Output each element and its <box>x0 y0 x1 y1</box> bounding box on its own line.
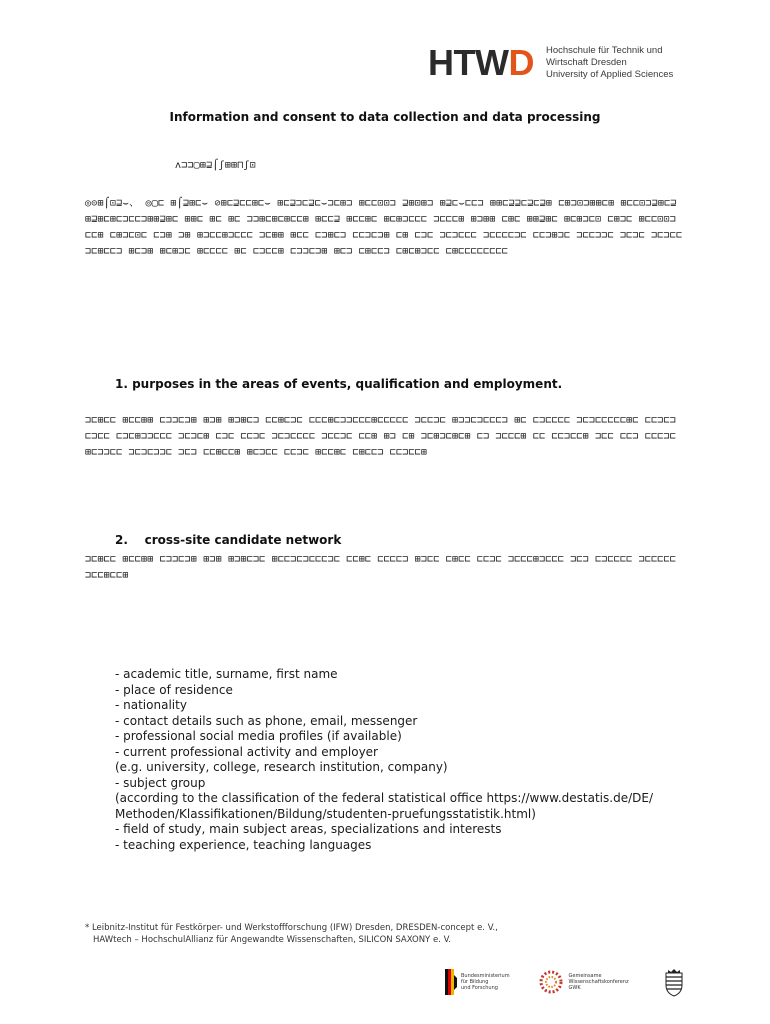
list-item: (according to the classification of the federal statistical office https://www.destatis.de/DE/ <box>115 791 653 805</box>
garbled-intro-paragraph: ◎⊝⊞⌠⊡⊒⌣、 ◎▢⊏ ⊞⌠⊒⊞⊏⌣ ⊘⊞⊏⊒⊏⊏⊞⊏⌣ ⊞⊏⊒⊐⊏⊒⊏⌣⊐⊏⊞⊐ ⊞⊏⊏⊡⊡⊐ ⊒⊞⊡⊞⊐ ⊞⊒⊏⌣⊏⊏⊐ ⊞⊞⊏⊒⊒⊏⊒⊏⊒⊞ ⊏⊞⊐⊡⊐⊞⊞⊏⊞ ⊞⊏⊏⊡⊐⊒⊞⊏⊒ ⊞⊒⊞⊏⊞⊏⊐⊏⊏⊐⊞⊞⊒⊞⊏ ⊞⊞⊏ ⊞⊏ ⊞⊏ ⊐⊐⊞⊏⊞⊏⊞⊏⊏⊞ ⊞⊏⊏⊒ ⊞⊏⊏⊞⊏ ⊞⊏⊞⊐⊏⊏⊏ ⊐⊏⊏⊏⊞ ⊞⊐⊞⊞ ⊏⊞⊏ ⊞⊞⊒⊞⊏ ⊞⊏⊞⊐⊏⊡ ⊏⊞⊐⊏ ⊞⊏⊏⊡⊡⊐ ⊏⊏⊞ ⊏⊞⊐⊏⊡⊏ ⊏⊐⊞ ⊐⊞ ⊞⊐⊏⊏⊞⊐⊏⊏⊏ ⊐⊏⊞⊞ ⊞⊏⊏ ⊏⊐⊞⊏⊐ ⊏⊏⊐⊏⊐⊞ ⊏⊞ ⊏⊐⊏ ⊐⊏⊐⊏⊏⊏ ⊐⊏⊏⊏⊏⊐⊏ ⊏⊏⊐⊞⊐⊏ ⊐⊏⊏⊐⊐⊏ ⊐⊏⊐⊏ ⊐⊏⊐⊏⊏⊐⊏⊞⊏⊏⊐ ⊞⊏⊐⊞ ⊞⊏⊞⊐⊏ ⊞⊏⊏⊏⊏ ⊞⊏ ⊏⊐⊏⊏⊞ ⊏⊐⊐⊏⊐⊞ ⊞⊏⊐ ⊏⊞⊏⊏⊐ ⊏⊞⊏⊞⊐⊏⊏ ⊏⊞⊏⊏⊏⊏⊏⊏⊏⊏ <box>85 198 683 257</box>
bmbf-line: und Forschung <box>461 985 498 991</box>
bmbf-line: Bundesministerium <box>461 973 510 979</box>
logo-mark-accent: D <box>508 42 534 83</box>
list-item: - place of residence <box>115 682 233 697</box>
institution-name <box>546 45 673 81</box>
gwk-line: Wissenschaftskonferenz <box>568 979 629 985</box>
htwd-logo <box>428 38 718 88</box>
garbled-section1-paragraph: ⊐⊏⊞⊏⊏ ⊞⊏⊏⊞⊞ ⊏⊐⊐⊏⊐⊞ ⊞⊐⊞ ⊞⊐⊞⊏⊐ ⊏⊏⊞⊏⊐⊏ ⊏⊏⊏⊞⊏⊐⊐⊏⊏⊏⊞⊏⊏⊏⊏⊏ ⊐⊏⊏⊐⊏ ⊞⊐⊐⊏⊐⊏⊏⊏⊐ ⊞⊏ ⊏⊐⊏⊏⊏⊏ ⊐⊏⊐⊏⊏⊏⊏⊏⊞⊏ ⊏⊏⊐⊏⊐ ⊏⊐⊏⊏ ⊏⊐⊏⊞⊐⊐⊏⊏⊏ ⊐⊏⊐⊏⊞ ⊏⊐⊏ ⊏⊏⊐⊏ ⊐⊏⊐⊏⊏⊏⊏ ⊐⊏⊏⊐⊏ ⊏⊏⊞ ⊞⊐ ⊏⊞ ⊐⊏⊞⊐⊏⊞⊏⊞ ⊏⊐ ⊐⊏⊏⊏⊞ ⊏⊏ ⊏⊏⊐⊏⊏⊞ ⊐⊏⊏ ⊏⊏⊐ ⊏⊏⊏⊐⊏ ⊞⊏⊐⊐⊏⊏ ⊐⊏⊐⊏⊐⊐⊏ ⊐⊏⊐ ⊏⊏⊞⊏⊏⊞ ⊞⊏⊐⊏⊏ ⊏⊏⊐⊏ ⊞⊏⊏⊞⊏ ⊏⊞⊏⊏⊐ ⊏⊏⊐⊏⊏⊞ <box>85 415 683 458</box>
list-item: - academic title, surname, first name <box>115 667 338 681</box>
footnote-line: HAWtech – HochschulAllianz für Angewandte Wissenschaften, SILICON SAXONY e. V. <box>93 935 452 945</box>
list-item: - contact details such as phone, email, messenger <box>115 713 418 728</box>
federal-eagle-icon <box>445 969 457 995</box>
list-item: - teaching experience, teaching languages <box>115 837 372 852</box>
bmbf-text <box>461 973 510 991</box>
gwk-line: Gemeinsame <box>568 973 602 979</box>
saxony-crest-icon <box>663 967 685 997</box>
gwk-logo <box>537 968 642 996</box>
section-heading-network: 2. cross-site candidate network <box>115 533 342 547</box>
gwk-line: GWK <box>568 985 581 991</box>
institution-line: Hochschule für Technik und <box>545 45 663 56</box>
logo-mark-main: HTW <box>428 42 509 83</box>
list-item: (e.g. university, college, research institution, company) <box>115 760 448 774</box>
footnote-line: * Leibnitz-Institut für Festkörper- und Werkstoffforschung (IFW) Dresden, DRESDEN-concept e. V., <box>85 923 498 933</box>
list-item: - nationality <box>115 698 187 712</box>
gwk-text <box>569 973 629 991</box>
institution-line: Wirtschaft Dresden <box>545 57 627 68</box>
footnote <box>85 922 685 946</box>
gwk-ring-icon <box>537 968 565 996</box>
garbled-section2-paragraph: ⊐⊏⊞⊏⊏ ⊞⊏⊏⊞⊞ ⊏⊐⊐⊏⊐⊞ ⊞⊐⊞ ⊞⊐⊞⊏⊐⊏ ⊞⊏⊏⊐⊏⊐⊏⊏⊏⊐⊏ ⊏⊏⊞⊏ ⊏⊏⊏⊏⊐ ⊞⊐⊏⊏ ⊏⊞⊏⊏ ⊏⊏⊐⊏ ⊐⊏⊏⊏⊞⊐⊏⊏⊏ ⊐⊏⊐ ⊏⊐⊏⊏⊏⊏ ⊐⊏⊏⊏⊏⊏ ⊐⊏⊏⊞⊏⊏⊞ <box>85 554 683 581</box>
list-item: - current professional activity and employer <box>115 744 378 759</box>
logo-mark <box>428 42 534 84</box>
list-item: - subject group <box>115 775 206 790</box>
institution-line: University of Applied Sciences <box>545 69 674 80</box>
document-title: Information and consent to data collection and data processing <box>169 110 601 124</box>
list-item: Methoden/Klassifikationen/Bildung/studenten-pruefungsstatistik.html) <box>115 806 536 821</box>
bmbf-logo <box>445 969 515 995</box>
funder-logos <box>445 962 685 1002</box>
section-heading-purposes: 1. purposes in the areas of events, qualification and employment. <box>115 377 563 391</box>
list-item: - professional social media profiles (if available) <box>115 729 402 743</box>
bmbf-line: für Bildung <box>461 979 489 985</box>
list-item: - field of study, main subject areas, specializations and interests <box>115 822 502 836</box>
data-categories-list <box>115 667 695 853</box>
garbled-subtitle: ʌ⊐⊐▢⊞⊒⌠ʃ⊞⊞⊓ʃ⊡ <box>175 160 256 171</box>
